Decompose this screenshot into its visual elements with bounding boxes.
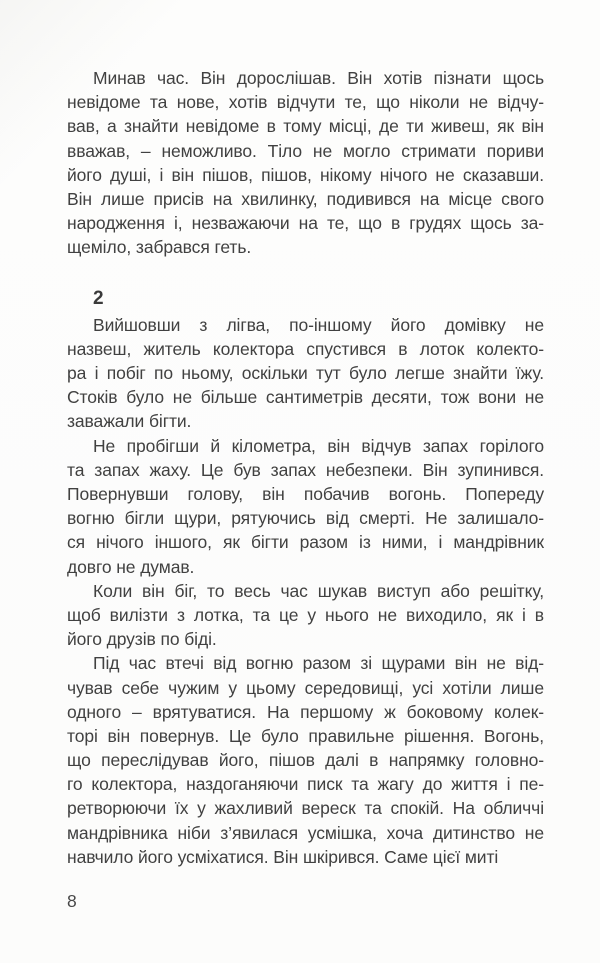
text-line: народження і, незважаючи на те, що в грудях щось за- (67, 213, 544, 234)
text-line: вогню бігли щури, рятуючись від смерті. Не залишало- (67, 508, 544, 529)
text-line: Він лише присів на хвилинку, подивився на місце свого (67, 188, 544, 209)
paragraph (67, 313, 544, 434)
text-line: Вийшовши з лігва, по-іншому його домівку не (93, 314, 544, 335)
chapter-heading: 2 (93, 287, 104, 309)
text-line: торі він повернув. Це було правильне рішення. Вогонь, (67, 725, 544, 746)
paragraph (67, 651, 544, 869)
paragraph (67, 434, 544, 579)
text-line: Коли він біг, то весь час шукав виступ або решітку, (93, 580, 544, 601)
text-line: довго не думав. (67, 556, 195, 577)
text-line: Минав час. Він дорослішав. Він хотів пізнати щось (93, 68, 544, 88)
text-line: мандрівника ніби з’явилася усмішка, хоча дитинство не (67, 822, 544, 843)
text-line: що переслідував його, пішов далі в напрямку головно- (67, 750, 544, 771)
paragraph (67, 579, 544, 652)
text-line: його друзів по біді. (67, 629, 217, 650)
paragraph (67, 66, 544, 260)
text-line: Під час втечі від вогню разом зі щурами він не від- (93, 653, 544, 674)
text-line: Не пробігши й кілометра, він відчув запах горілого (93, 435, 544, 456)
text-line: вав, а знайти невідоме в тому місці, де ти живеш, як він (67, 116, 544, 137)
text-line: невідоме та нове, хотів відчути те, що ніколи не відчу- (67, 92, 544, 113)
text-line: чував себе чужим у цьому середовищі, усі хотіли лише (67, 677, 544, 698)
text-line: його душі, і він пішов, пішов, нікому нічого не сказавши. (67, 164, 544, 185)
text-block (67, 66, 544, 869)
text-line: одного – врятуватися. На першому ж боковому колек- (67, 701, 544, 722)
text-line: щоб вилізти з лотка, та це у нього не виходило, як і в (67, 604, 544, 625)
text-line: та запах жаху. Це був запах небезпеки. Він зупинився. (67, 459, 544, 480)
page-number: 8 (67, 891, 77, 911)
text-line: го колектора, наздоганяючи писк та жагу до життя і пе- (67, 774, 544, 795)
text-line: ся нічого іншого, як бігти разом із ними, і мандрівник (67, 532, 544, 553)
text-line: навчило його усміхатися. Він шкірився. Саме цієї миті (67, 846, 499, 867)
text-line: щеміло, забрався геть. (67, 237, 252, 258)
text-line: Повернувши голову, він побачив вогонь. Попереду (67, 484, 544, 504)
text-line: ра і побіг по ньому, оскільки тут було легше знайти їжу. (67, 363, 544, 384)
text-line: Стоків було не більше сантиметрів десяти, тож вони не (67, 387, 544, 408)
text-line: ретворюючи їх у жахливий вереск та спокій. На обличчі (67, 798, 544, 819)
text-line: вважав, – неможливо. Тіло не могло стримати пориви (67, 140, 544, 161)
text-line: заважали бігти. (67, 411, 192, 432)
text-line: назвеш, житель колектора спустився в лоток колекто- (67, 338, 544, 359)
